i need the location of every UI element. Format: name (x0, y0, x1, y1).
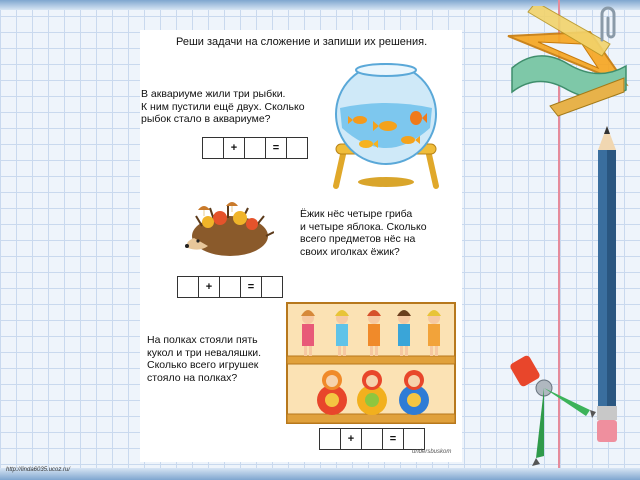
problem-3-text (147, 334, 287, 384)
answer-cell[interactable] (404, 429, 424, 449)
plus-sign: + (341, 429, 362, 449)
problem-1-line: В аквариуме жили три рыбки. (141, 88, 286, 100)
problem-1-text (141, 88, 331, 126)
problem-3-line: Сколько всего игрушек (147, 359, 259, 371)
answer-cell[interactable] (220, 277, 241, 297)
equals-sign: = (241, 277, 262, 297)
illustrator-signature: undersbuskom (412, 449, 452, 455)
answer-cell[interactable] (287, 138, 307, 158)
equals-sign: = (383, 429, 404, 449)
footer-url: http://linda6035.ucoz.ru/ (6, 467, 71, 473)
answer-cell[interactable] (320, 429, 341, 449)
problem-2-line: Ёжик нёс четыре гриба (300, 208, 413, 220)
answer-cell[interactable] (178, 277, 199, 297)
problem-2-line: своих иголках ёжик? (300, 245, 400, 258)
problem-3-line: стояло на полках? (147, 371, 238, 384)
paperclip-icon (590, 4, 624, 44)
problem-2-answer-box[interactable] (177, 276, 283, 298)
problem-1-line: рыбок стало в аквариуме? (141, 113, 271, 125)
equals-sign: = (266, 138, 287, 158)
plus-sign: + (199, 277, 220, 297)
answer-cell[interactable] (362, 429, 383, 449)
answer-cell[interactable] (203, 138, 224, 158)
problem-3-line: На полках стояли пять (147, 334, 258, 346)
problem-3-line: кукол и три неваляшки. (147, 346, 262, 359)
answer-cell[interactable] (262, 277, 282, 297)
answer-cell[interactable] (245, 138, 266, 158)
problem-2-line: всего предметов нёс на (300, 233, 416, 245)
plus-sign: + (224, 138, 245, 158)
problem-3-answer-box[interactable] (319, 428, 425, 450)
fish-bowl-picture (326, 58, 446, 190)
problem-2-line: и четыре яблока. Сколько (300, 220, 427, 233)
worksheet-title: Реши задачи на сложение и запиши их решения. (176, 36, 428, 48)
roly-poly-icon (317, 370, 429, 415)
problem-1-answer-box[interactable] (202, 137, 308, 159)
problem-2-text (300, 208, 460, 258)
hedgehog-picture (182, 198, 274, 260)
shelves-picture (286, 302, 456, 424)
problem-1-line: К ним пустили ещё двух. Сколько (141, 100, 305, 113)
compass-icon (506, 354, 598, 466)
frame-bottom (0, 468, 640, 480)
